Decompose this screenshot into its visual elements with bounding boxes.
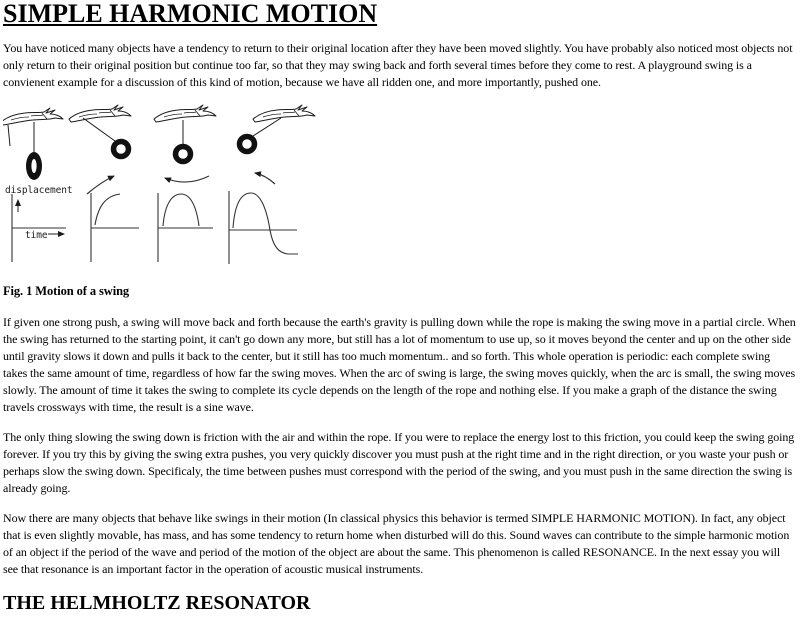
- section-title-helmholtz: THE HELMHOLTZ RESONATOR: [3, 592, 311, 614]
- curve: [233, 193, 298, 254]
- figure-motion-of-swing: [3, 104, 797, 271]
- swing-direction-arrow-icon: [255, 173, 275, 184]
- tire-edge-on-icon: [26, 152, 42, 180]
- curve: [95, 194, 120, 225]
- curve: [163, 194, 199, 226]
- tire-icon: [240, 137, 255, 152]
- page-title: SIMPLE HARMONIC MOTION: [3, 0, 378, 28]
- graph-sine-wave: [229, 191, 298, 264]
- graph-half-sine: [158, 193, 213, 262]
- time-axis-label: time: [25, 230, 48, 241]
- tire-icon: [176, 147, 191, 162]
- graph-axes-labeled: [5, 185, 72, 262]
- swing-panel-3: [154, 105, 216, 182]
- swing-panel-2: [69, 105, 131, 194]
- graph-quarter-sine: [91, 193, 139, 262]
- paragraph-intro: You have noticed many objects have a tendency to return to their original location after they have been moved slightly. You have probably also noticed most objects not only return to their original position but continue too far, so that they may swing back and forth several times before they come to rest. A playground swing is a convienent example for a discussion of this kind of motion, because we have all ridden one, and more importantly, pushed one.: [3, 41, 793, 89]
- figure-caption: Fig. 1 Motion of a swing: [3, 284, 130, 298]
- swing-direction-arrow-icon: [165, 176, 209, 182]
- swing-panel-1: [3, 108, 63, 180]
- swing-direction-arrow-icon: [87, 176, 114, 194]
- paragraph-resonance: Now there are many objects that behave like swings in their motion (In classical physics this behavior is termed SIMPLE HARMONIC MOTION). In fact, any object that is even slightly movable, has mass, and has some tendency to return home when disturbed will do this. Sound waves can contribute to the simple harmonic motion of an object if the period of the wave and period of the motion of the object are about the same. This phenomenon is called RESONANCE. In the next essay you will see that resonance is an important factor in the operation of acoustic musical instruments.: [3, 511, 790, 576]
- displacement-axis-label: displacement: [5, 185, 73, 196]
- paragraph-friction-pushes: The only thing slowing the swing down is friction with the air and within the rope. If you were to replace the energy lost to this friction, you could keep the swing going forever. If you try this by giving the swing extra pushes, you very quickly discover you must push at the right time and in the right direction, or you waste your push or perhaps slow the swing down. Specificaly, the time between pushes must correspond with the period of the swing, and you must push in the same direction the swing is already going.: [3, 430, 795, 495]
- trunk-stub: [8, 125, 10, 146]
- swing-diagram: [3, 104, 319, 266]
- rope: [83, 118, 115, 141]
- tire-icon: [114, 142, 129, 157]
- swing-panel-4: [240, 105, 316, 184]
- paragraph-swing-physics: If given one strong push, a swing will move back and forth because the earth's gravity is pulling down while the rope is making the swing move in a partial circle. When the swing has returned to the starting point, it can't go down any more, but still has a lot of momentum to use up, so it moves beyond the center and up on the other side until gravity slows it down and pulls it back to the center, but it still has too much momentum.. and so forth. This whole operation is periodic: each complete swing takes the same amount of time, regardless of how far the swing moves. When the arc of swing is large, the swing moves quickly, when the arc is small, the swing moves slowly. The amount of time it takes the swing to complete its cycle depends on the length of the rope and nothing else. If you make a graph of the distance the swing travels crossways with time, the result is a sine wave.: [3, 315, 796, 414]
